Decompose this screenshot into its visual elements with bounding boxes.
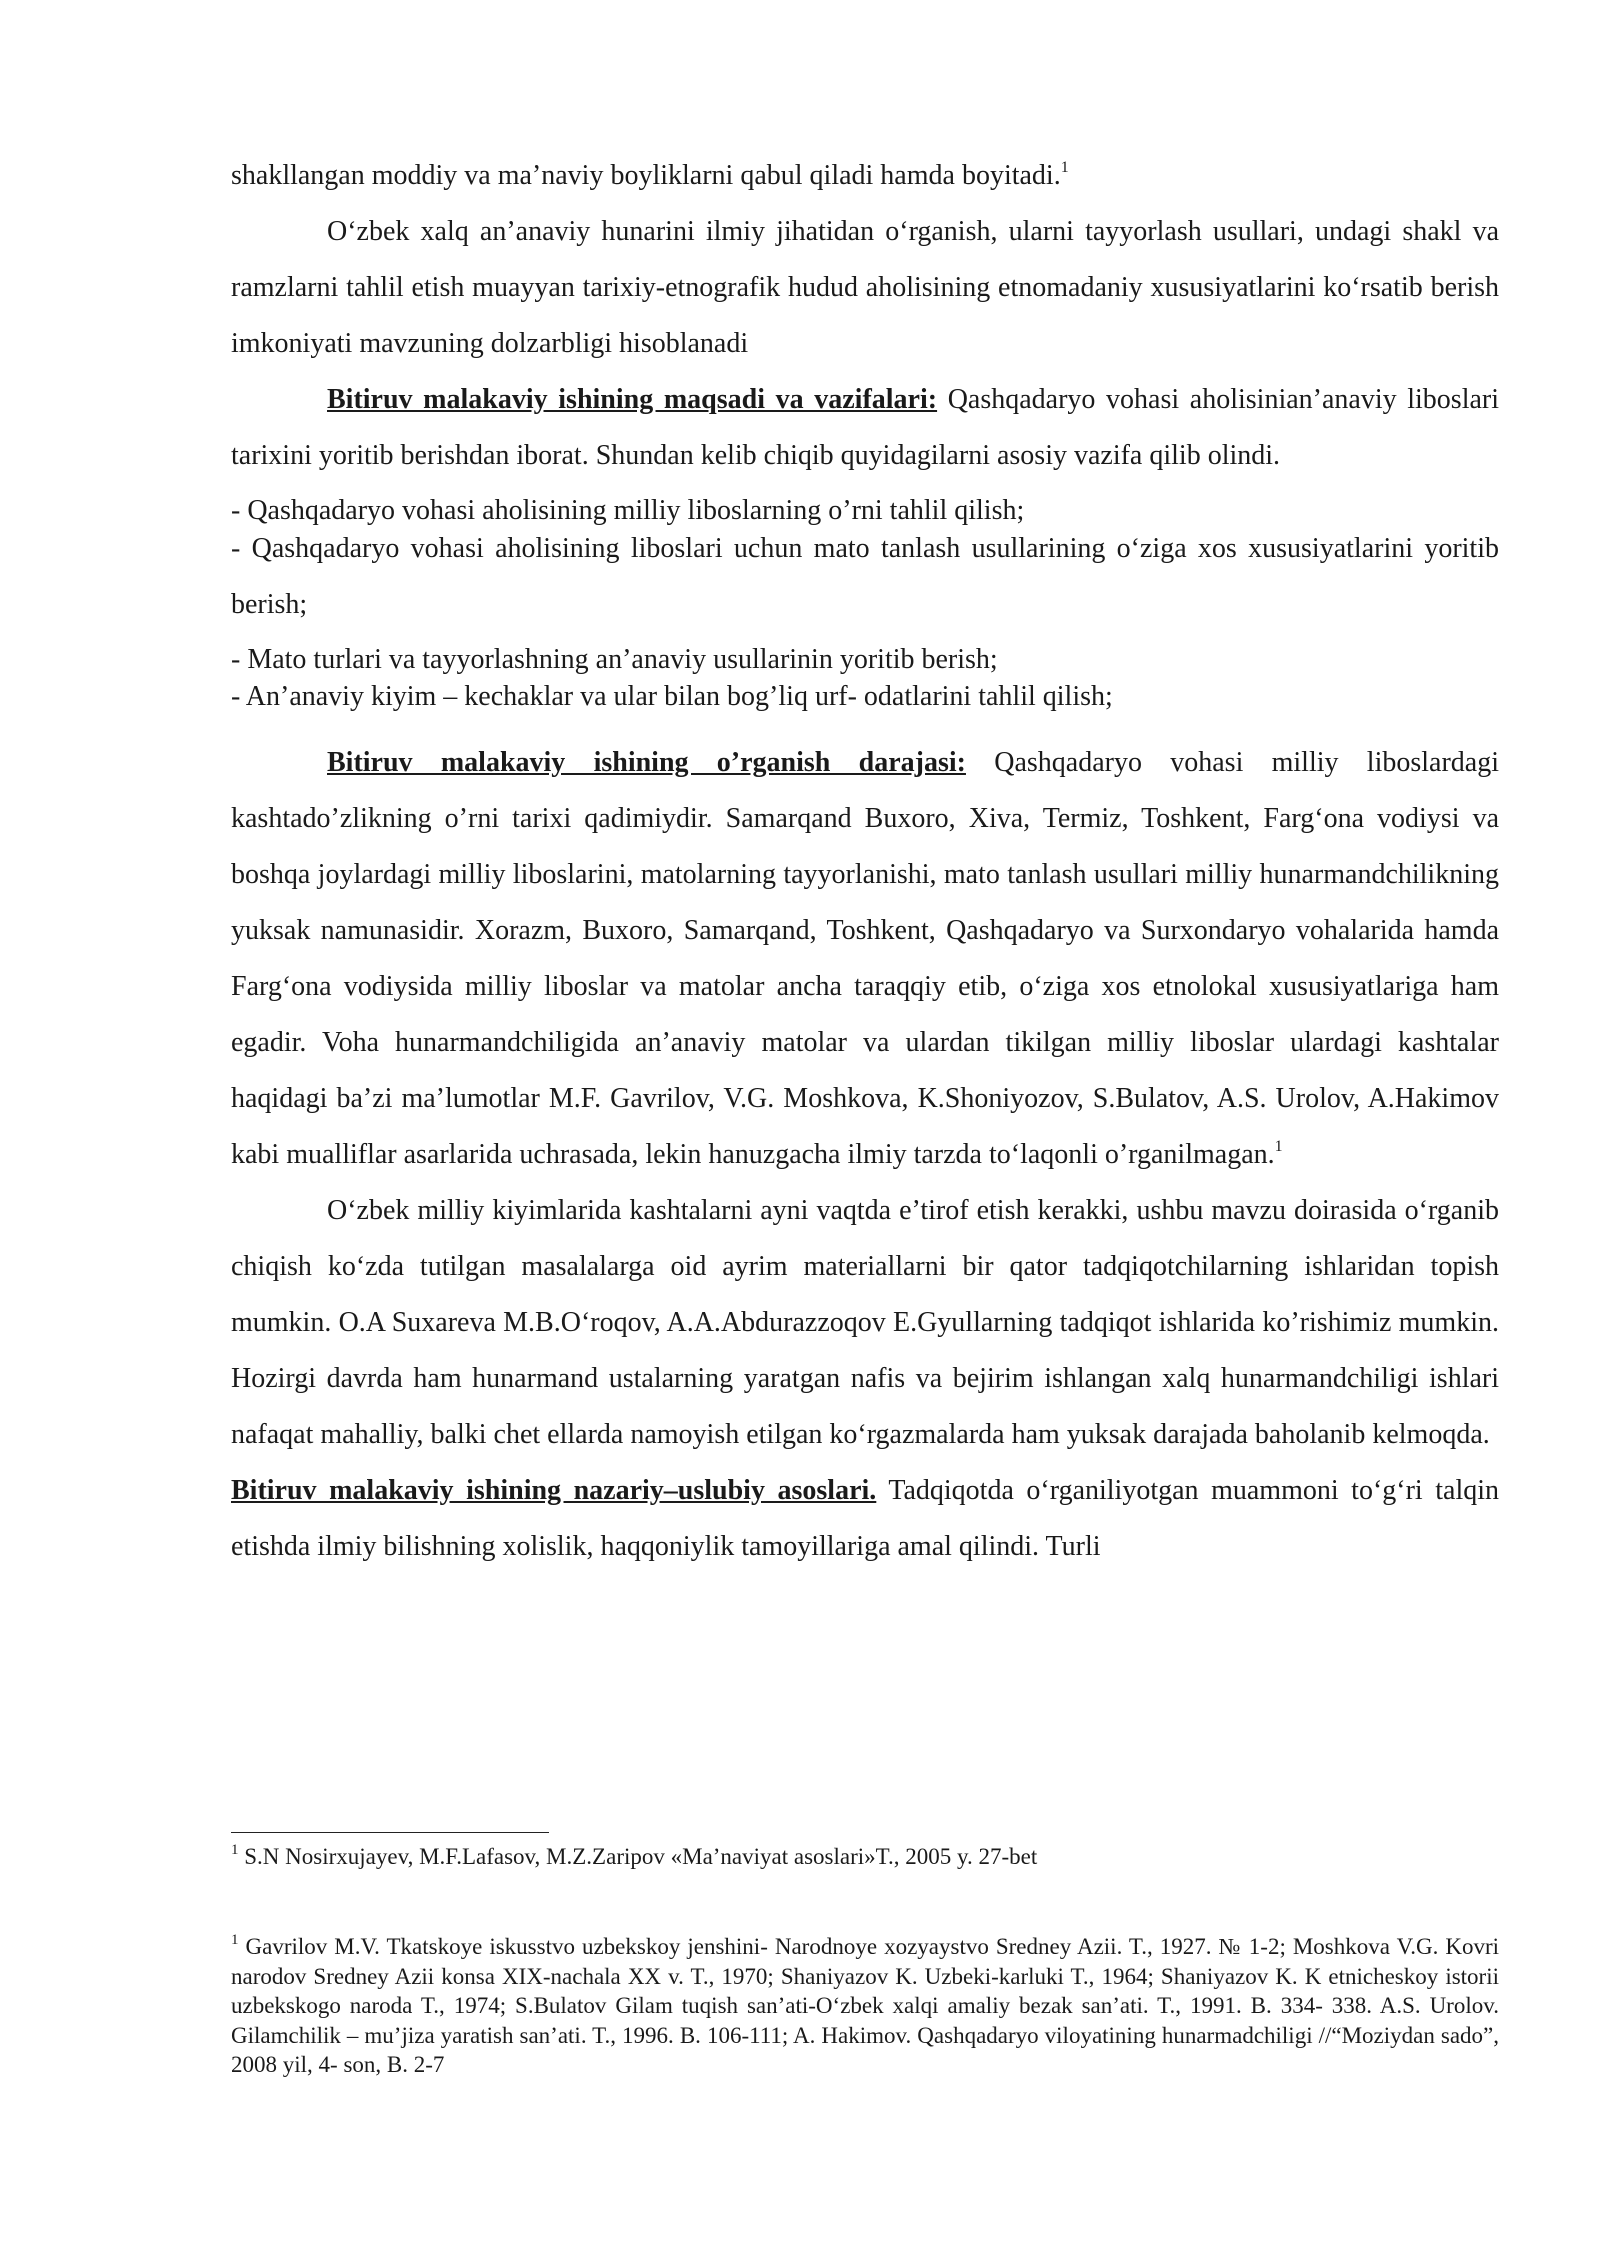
paragraph-methodology xyxy=(231,1463,1499,1575)
list-item: - Qashqadaryo vohasi aholisining liboslari uchun mato tanlash usullarining o‘ziga xos xususiyatlarini yoritib berish; xyxy=(231,533,1499,620)
section-heading-study-level: Bitiruv malakaviy ishining o’rganish darajasi: xyxy=(327,747,966,778)
footnote-separator xyxy=(231,1832,549,1833)
section-heading-goals: Bitiruv malakaviy ishining maqsadi va vazifalari: xyxy=(327,384,938,415)
footnote-text: S.N Nosirxujayev, M.F.Lafasov, M.Z.Zaripov «Ma’naviyat asoslari»T., 2005 y. 27-bet xyxy=(238,1844,1038,1869)
paragraph-text: Qashqadaryo vohasi milliy liboslardagi kashtado’zlikning o’rni tarixi qadimiydir. Samarqand Buxoro, Xiva, Termiz, Toshkent, Farg‘ona vodiysi va boshqa joylardagi milliy liboslarini, matolarning tayyorlanishi, mato tanlash usullari milliy hunarmandchilikning yuksak namunasidir. Xorazm, Buxoro, Samarqand, Toshkent, Qashqadaryo va Surxondaryo vohalarida hamda Farg‘ona vodiysida milliy liboslar va matolar ancha taraqqiy etib, o‘ziga xos etnolokal xususiyatlariga ham egadir. Voha hunarmandchiligida an’anaviy matolar va ulardan tikilgan milliy liboslar ulardagi kashtalar haqidagi ba’zi ma’lumotlar M.F. Gavrilov, V.G. Moshkova, K.Shoniyozov, S.Bulatov, A.S. Urolov, A.Hakimov kabi mualliflar asarlarida uchrasada, lekin hanuzgacha ilmiy tarzda to‘laqonli o’rganilmagan. xyxy=(231,747,1499,1170)
footnote-text: Gavrilov M.V. Tkatskoye iskusstvo uzbekskoy jenshini- Narodnoye xozyaystvo Sredney Azii. T., 1927. № 1-2; Moshkova V.G. Kovri narodov Sredney Azii konsa XIX-nachala XX v. T., 1970; Shaniyazov K. Uzbeki-karluki T., 1964; Shaniyazov K. K etnicheskoy istorii uzbekskogo naroda T., 1974; S.Bulatov Gilam tuqish san’ati-O‘zbek xalqi amaliy bezak san’ati. T., 1991. B. 334- 338. A.S. Urolov. Gilamchilik – mu’jiza yaratish san’ati. T., 1996. B. 106-111; A. Hakimov. Qashqadaryo viloyatining hunarmadchiligi //“Moziydan sado”, 2008 yil, 4- son, B. 2-7 xyxy=(231,1934,1499,2077)
paragraph-intro-end xyxy=(231,148,1499,204)
list-item: - Qashqadaryo vohasi aholisining milliy liboslarning o’rni tahlil qilish; xyxy=(231,495,1025,526)
paragraph-text: shakllangan moddiy va ma’naviy boyliklarni qabul qiladi hamda boyitadi. xyxy=(231,160,1061,191)
list-item: - Mato turlari va tayyorlashning an’anaviy usullarinin yoritib berish; xyxy=(231,644,998,675)
footnote-1 xyxy=(231,1842,1499,1872)
footnote-marker: 1 xyxy=(231,1932,239,1948)
section-heading-methodology: Bitiruv malakaviy ishining nazariy–uslubiy asoslari. xyxy=(231,1475,877,1506)
footnote-marker: 1 xyxy=(231,1842,239,1858)
list-item: - An’anaviy kiyim – kechaklar va ular bilan bog’liq urf- odatlarini tahlil qilish; xyxy=(231,681,1113,712)
paragraph-study-level xyxy=(231,735,1499,1183)
footnote-ref[interactable]: 1 xyxy=(1274,1138,1283,1155)
paragraph-relevance: O‘zbek xalq an’anaviy hunarini ilmiy jihatidan o‘rganish, ularni tayyorlash usullari, undagi shakl va ramzlarni tahlil etish muayyan tarixiy-etnografik hudud aholisining etnomadaniy xususiyatlarini ko‘rsatib berish imkoniyati mavzuning dolzarbligi hisoblanadi xyxy=(231,216,1499,359)
document-page xyxy=(231,148,1499,1575)
paragraph-goals xyxy=(231,372,1499,484)
footnote-ref[interactable]: 1 xyxy=(1060,159,1069,176)
paragraph-researchers: O‘zbek milliy kiyimlarida kashtalarni ayni vaqtda e’tirof etish kerakki, ushbu mavzu doirasida o‘rganib chiqish ko‘zda tutilgan masalalarga oid ayrim materiallarni bir qator tadqiqotchilarning ishlaridan topish mumkin. O.A Suxareva M.B.O‘roqov, A.A.Abdurazzoqov E.Gyullarning tadqiqot ishlarida ko’rishimiz mumkin. Hozirgi davrda ham hunarmand ustalarning yaratgan nafis va bejirim ishlangan xalq hunarmandchiligi ishlari nafaqat mahalliy, balki chet ellarda namoyish etilgan ko‘rgazmalarda ham yuksak darajada baholanib kelmoqda. xyxy=(231,1195,1499,1450)
paragraph-text: Qashqadaryo vohasi aholisinian’anaviy liboslari tarixini yoritib berishdan iborat. Shundan kelib chiqib quyidagilarni asosiy vazifa qilib olindi. xyxy=(231,384,1499,471)
paragraph-text: Tadqiqotda o‘rganiliyotgan muammoni to‘g‘ri talqin etishda ilmiy bilishning xolislik, haqqoniylik tamoyillariga amal qilindi. Turli xyxy=(231,1475,1500,1562)
footnote-2 xyxy=(231,1932,1499,2080)
